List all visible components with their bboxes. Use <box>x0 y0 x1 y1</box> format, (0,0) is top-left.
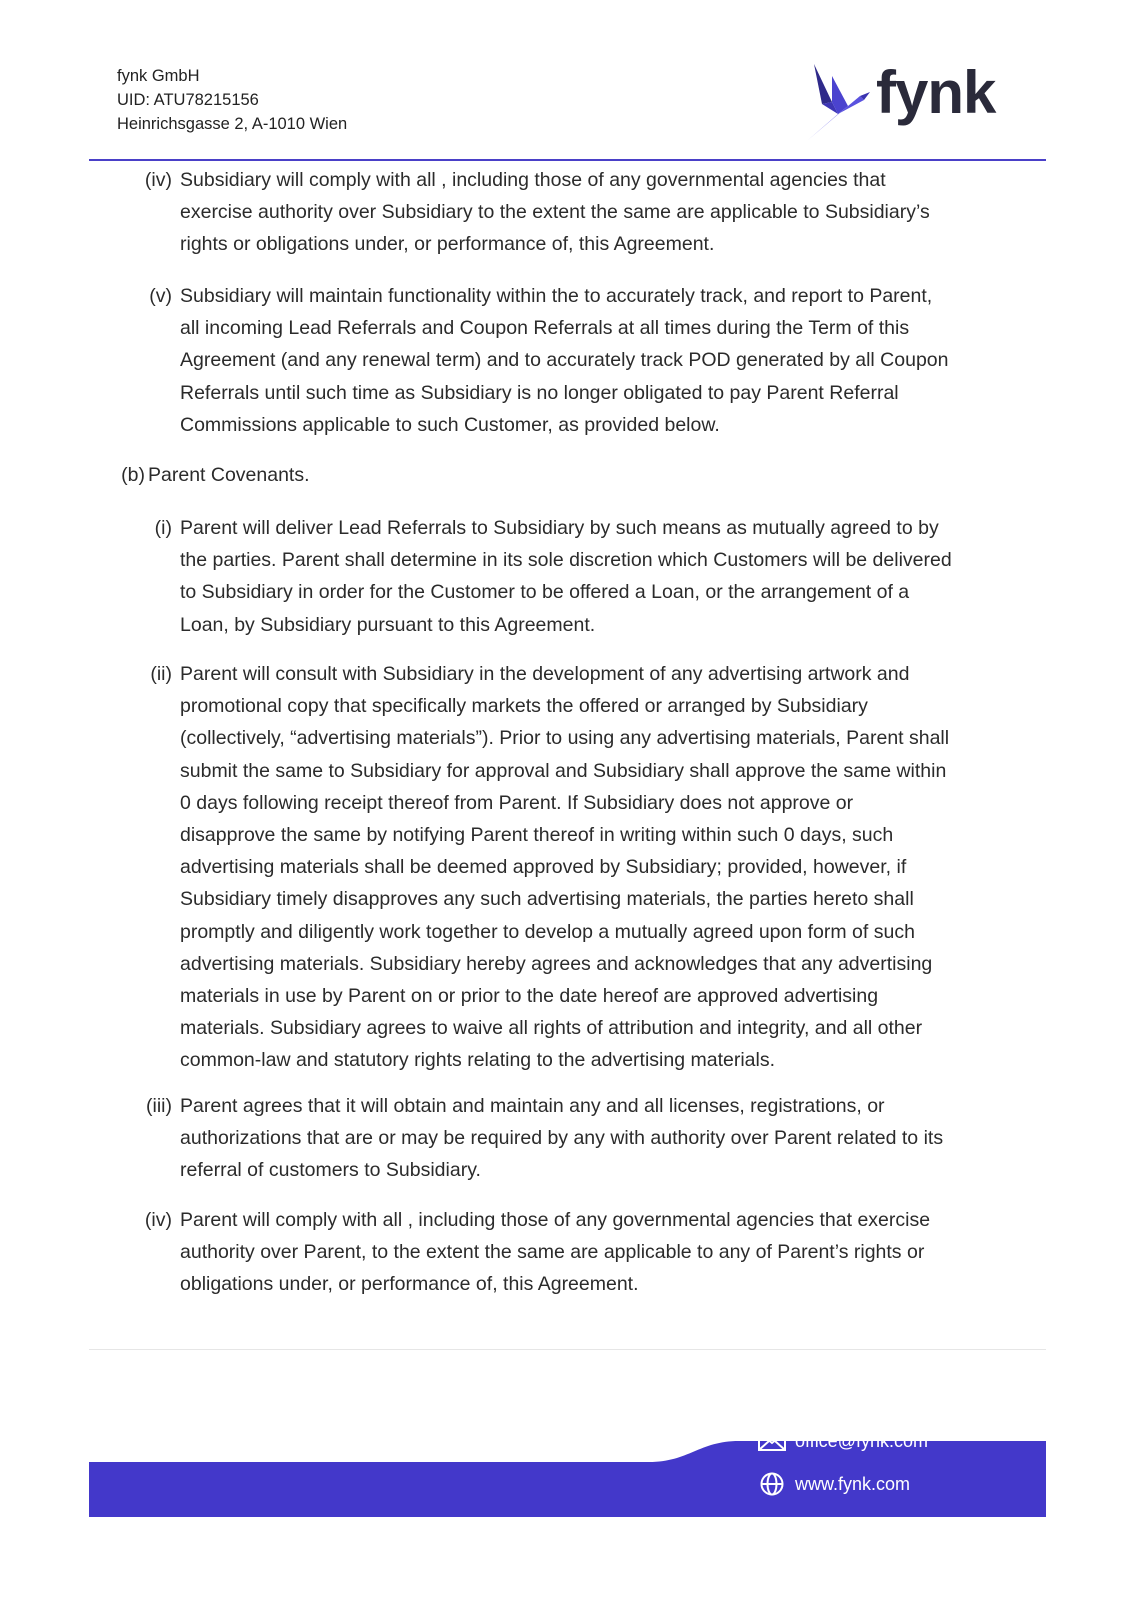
clause-line: Loan, by Subsidiary pursuant to this Agreement. <box>180 613 596 636</box>
clause-line: all incoming Lead Referrals and Coupon Referrals at all times during the Term of this <box>180 317 910 340</box>
clause-line: to Subsidiary in order for the Customer to be offered a Loan, or the arrangement of a <box>180 581 910 604</box>
clause-line: Parent will comply with all , including those of any governmental agencies that exercise <box>180 1209 931 1231</box>
clause-number: (iv) <box>144 1209 172 1231</box>
clause-number: (iv) <box>144 169 172 191</box>
clause-line: Subsidiary will maintain functionality within the to accurately track, and report to Parent, <box>180 285 933 307</box>
logo-wordmark: fynk <box>876 59 996 126</box>
clause-paragraph <box>154 512 1040 641</box>
clause-line: materials. Subsidiary agrees to waive all rights of attribution and integrity, and all other <box>180 1017 923 1040</box>
clause-line: referral of customers to Subsidiary. <box>180 1159 481 1182</box>
footer-divider <box>89 1349 1046 1350</box>
clause-paragraph <box>121 459 1040 491</box>
clause-line: common-law and statutory rights relating to the advertising materials. <box>180 1049 776 1072</box>
clause-line: rights or obligations under, or performance of, this Agreement. <box>180 233 715 256</box>
clause-line: materials in use by Parent on or prior to the date hereof are approved advertising <box>180 985 879 1008</box>
clause-line: Parent Covenants. <box>148 464 310 486</box>
clause-line: Parent agrees that it will obtain and maintain any and all licenses, registrations, or <box>180 1095 885 1117</box>
clause-line: Parent will deliver Lead Referrals to Subsidiary by such means as mutually agreed to by <box>180 517 939 539</box>
clause-paragraph <box>144 1204 1040 1301</box>
clause-number: (v) <box>149 285 172 307</box>
email-link[interactable]: office@fynk.com <box>795 1430 928 1451</box>
clause-paragraph <box>144 164 1040 261</box>
globe-icon <box>757 1472 787 1496</box>
website-link[interactable]: www.fynk.com <box>795 1473 911 1494</box>
fynk-logo <box>808 59 1008 144</box>
clause-line: (collectively, “advertising materials”). Prior to using any advertising materials, Parent shall <box>180 727 950 750</box>
clause-line: promptly and diligently work together to develop a mutually agreed upon form of such <box>180 920 915 943</box>
envelope-icon <box>757 1429 787 1453</box>
clause-paragraph <box>150 658 1040 1077</box>
clause-number: (ii) <box>150 663 172 685</box>
clause-line: Agreement (and any renewal term) and to accurately track POD generated by all Coupon <box>180 349 949 372</box>
clause-line: Parent will consult with Subsidiary in the development of any advertising artwork and <box>180 663 910 685</box>
clause-line: Subsidiary timely disapproves any such advertising materials, the parties hereto shall <box>180 888 914 911</box>
clause-line: obligations under, or performance of, this Agreement. <box>180 1273 639 1296</box>
company-info <box>117 64 347 136</box>
header-divider <box>89 159 1046 161</box>
clause-line: Commissions applicable to such Customer, as provided below. <box>180 413 720 436</box>
clause-line: authority over Parent, to the extent the same are applicable to any of Parent’s rights or <box>180 1241 925 1264</box>
clause-line: submit the same to Subsidiary for approval and Subsidiary shall approve the same within <box>180 759 947 782</box>
footer-email[interactable] <box>757 1429 928 1453</box>
clause-number: (i) <box>154 517 172 539</box>
bird-logo-icon <box>808 62 878 142</box>
footer-website[interactable] <box>757 1472 910 1496</box>
clause-number: (b) <box>121 464 145 486</box>
company-uid: UID: ATU78215156 <box>117 91 259 109</box>
clause-paragraph <box>146 1090 1040 1187</box>
clause-line: Subsidiary will comply with all , including those of any governmental agencies that <box>180 169 886 191</box>
clause-line: 0 days following receipt thereof from Parent. If Subsidiary does not approve or <box>180 791 854 814</box>
clause-line: Referrals until such time as Subsidiary is no longer obligated to pay Parent Referral <box>180 381 899 404</box>
clause-line: authorizations that are or may be required by any with authority over Parent related to its <box>180 1127 944 1150</box>
clause-number: (iii) <box>146 1095 172 1117</box>
clause-line: the parties. Parent shall determine in its sole discretion which Customers will be delivered <box>180 549 952 572</box>
clause-line: promotional copy that specifically markets the offered or arranged by Subsidiary <box>180 695 868 718</box>
clause-line: advertising materials. Subsidiary hereby agrees and acknowledges that any advertising <box>180 952 933 975</box>
clause-line: exercise authority over Subsidiary to the extent the same are applicable to Subsidiary’s <box>180 201 930 224</box>
clause-paragraph <box>149 280 1040 441</box>
company-name: fynk GmbH <box>117 67 200 85</box>
clause-line: advertising materials shall be deemed approved by Subsidiary; provided, however, if <box>180 856 907 879</box>
clause-line: disapprove the same by notifying Parent thereof in writing within such 0 days, such <box>180 824 894 847</box>
company-address: Heinrichsgasse 2, A-1010 Wien <box>117 115 348 133</box>
